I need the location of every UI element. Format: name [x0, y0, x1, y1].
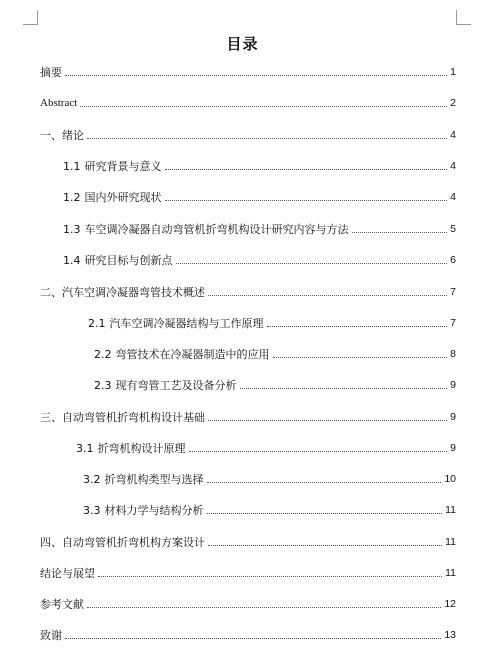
- toc-entry[interactable]: [40, 628, 456, 642]
- toc-entry-text: 2.2 弯管技术在冷凝器制造中的应用: [94, 348, 270, 361]
- toc-entry-text: 1.3 车空调冷凝器自动弯管机折弯机构设计研究内容与方法: [63, 223, 349, 236]
- toc-page-number: 10: [444, 473, 456, 485]
- toc-dot-leader: [352, 232, 448, 233]
- toc-page-number: 1: [450, 66, 456, 78]
- toc-dot-leader: [207, 513, 443, 514]
- toc-entry[interactable]: [63, 222, 456, 236]
- toc-entry[interactable]: [94, 347, 456, 361]
- toc-page-number: 9: [450, 442, 456, 454]
- toc-entry-text: 结论与展望: [40, 567, 95, 580]
- toc-entry[interactable]: [63, 190, 456, 204]
- toc-page-number: 2: [450, 97, 456, 109]
- toc-entry-text: 三、自动弯管机折弯机构设计基础: [40, 411, 205, 424]
- toc-entry-number: 2.2: [94, 348, 112, 361]
- toc-entry-text: 致谢: [40, 629, 62, 642]
- toc-entry[interactable]: [40, 65, 456, 79]
- toc-page-number: 11: [445, 536, 456, 548]
- toc-dot-leader: [80, 106, 447, 107]
- toc-entry-text: 2.1 汽车空调冷凝器结构与工作原理: [88, 317, 264, 330]
- toc-page-number: 4: [450, 191, 456, 203]
- toc-entry-text: 二、汽车空调冷凝器弯管技术概述: [40, 286, 205, 299]
- toc-dot-leader: [240, 388, 448, 389]
- toc-entry[interactable]: [88, 316, 456, 330]
- toc-entry-number: 1.3: [63, 223, 81, 236]
- toc-page-number: 4: [450, 129, 456, 141]
- toc-entry-text: 2.3 现有弯管工艺及设备分析: [94, 379, 237, 392]
- toc-page-number: 9: [450, 379, 456, 391]
- toc-dot-leader: [98, 576, 442, 577]
- toc-entry-text: 3.1 折弯机构设计原理: [76, 442, 186, 455]
- toc-page-number: 4: [450, 160, 456, 172]
- toc-dot-leader: [65, 75, 447, 76]
- toc-page-number: 7: [450, 317, 456, 329]
- toc-dot-leader: [208, 420, 447, 421]
- toc-entry[interactable]: [40, 535, 456, 549]
- toc-entry[interactable]: [40, 96, 456, 110]
- toc-entry-text: 3.2 折弯机构类型与选择: [83, 473, 204, 486]
- toc-page-number: 11: [445, 504, 456, 516]
- toc-entry[interactable]: [76, 441, 456, 455]
- toc-entry-text: 3.3 材料力学与结构分析: [83, 504, 204, 517]
- toc-dot-leader: [65, 638, 441, 639]
- toc-dot-leader: [208, 545, 442, 546]
- toc-entry-number: 1.4: [63, 254, 81, 267]
- toc-entry-text: 1.1 研究背景与意义: [63, 160, 162, 173]
- crop-mark-top-right: [456, 10, 471, 25]
- toc-entry[interactable]: [94, 378, 456, 392]
- toc-page-number: 5: [450, 223, 456, 235]
- toc-entry[interactable]: [40, 128, 456, 142]
- toc-entry[interactable]: [63, 253, 456, 267]
- toc-dot-leader: [208, 295, 447, 296]
- toc-page-number: 8: [450, 348, 456, 360]
- toc-entry-number: 1.2: [63, 191, 81, 204]
- toc-entry[interactable]: [40, 597, 456, 611]
- toc-entry-number: 2.1: [88, 317, 106, 330]
- toc-entry-number: 2.3: [94, 379, 112, 392]
- toc-entry[interactable]: [40, 285, 456, 299]
- toc-entry-text: 一、绪论: [40, 129, 84, 142]
- toc-page-number: 6: [450, 254, 456, 266]
- toc-page-number: 7: [450, 286, 456, 298]
- toc-dot-leader: [189, 451, 448, 452]
- toc-entry[interactable]: [40, 410, 456, 424]
- toc-dot-leader: [165, 200, 448, 201]
- toc-dot-leader: [267, 326, 448, 327]
- toc-entry-text: 参考文献: [40, 598, 84, 611]
- toc-page-number: 13: [444, 629, 456, 641]
- toc-entry-number: 1.1: [63, 160, 81, 173]
- toc-entry[interactable]: [83, 503, 456, 517]
- toc-entry-text: 1.4 研究目标与创新点: [63, 254, 173, 267]
- toc-entry[interactable]: [63, 159, 456, 173]
- toc-dot-leader: [165, 169, 448, 170]
- toc-dot-leader: [87, 607, 441, 608]
- toc-dot-leader: [273, 357, 448, 358]
- crop-mark-top-left: [23, 10, 38, 25]
- toc-entry-text: Abstract: [40, 97, 78, 109]
- toc-dot-leader: [87, 138, 447, 139]
- toc-entry-number: 3.2: [83, 473, 101, 486]
- toc-page-number: 11: [445, 567, 456, 579]
- toc-entry[interactable]: [40, 566, 456, 580]
- toc-entry-number: 3.3: [83, 504, 101, 517]
- toc-page-number: 9: [450, 411, 456, 423]
- toc-entry-number: 3.1: [76, 442, 94, 455]
- toc-dot-leader: [207, 482, 442, 483]
- toc-entry[interactable]: [83, 472, 456, 486]
- toc-entry-text: 四、自动弯管机折弯机构方案设计: [40, 536, 205, 549]
- toc-page-number: 12: [444, 598, 456, 610]
- toc-dot-leader: [176, 263, 448, 264]
- toc-title: 目录: [226, 35, 259, 53]
- toc-entry-text: 摘要: [40, 66, 62, 79]
- toc-entry-text: 1.2 国内外研究现状: [63, 191, 162, 204]
